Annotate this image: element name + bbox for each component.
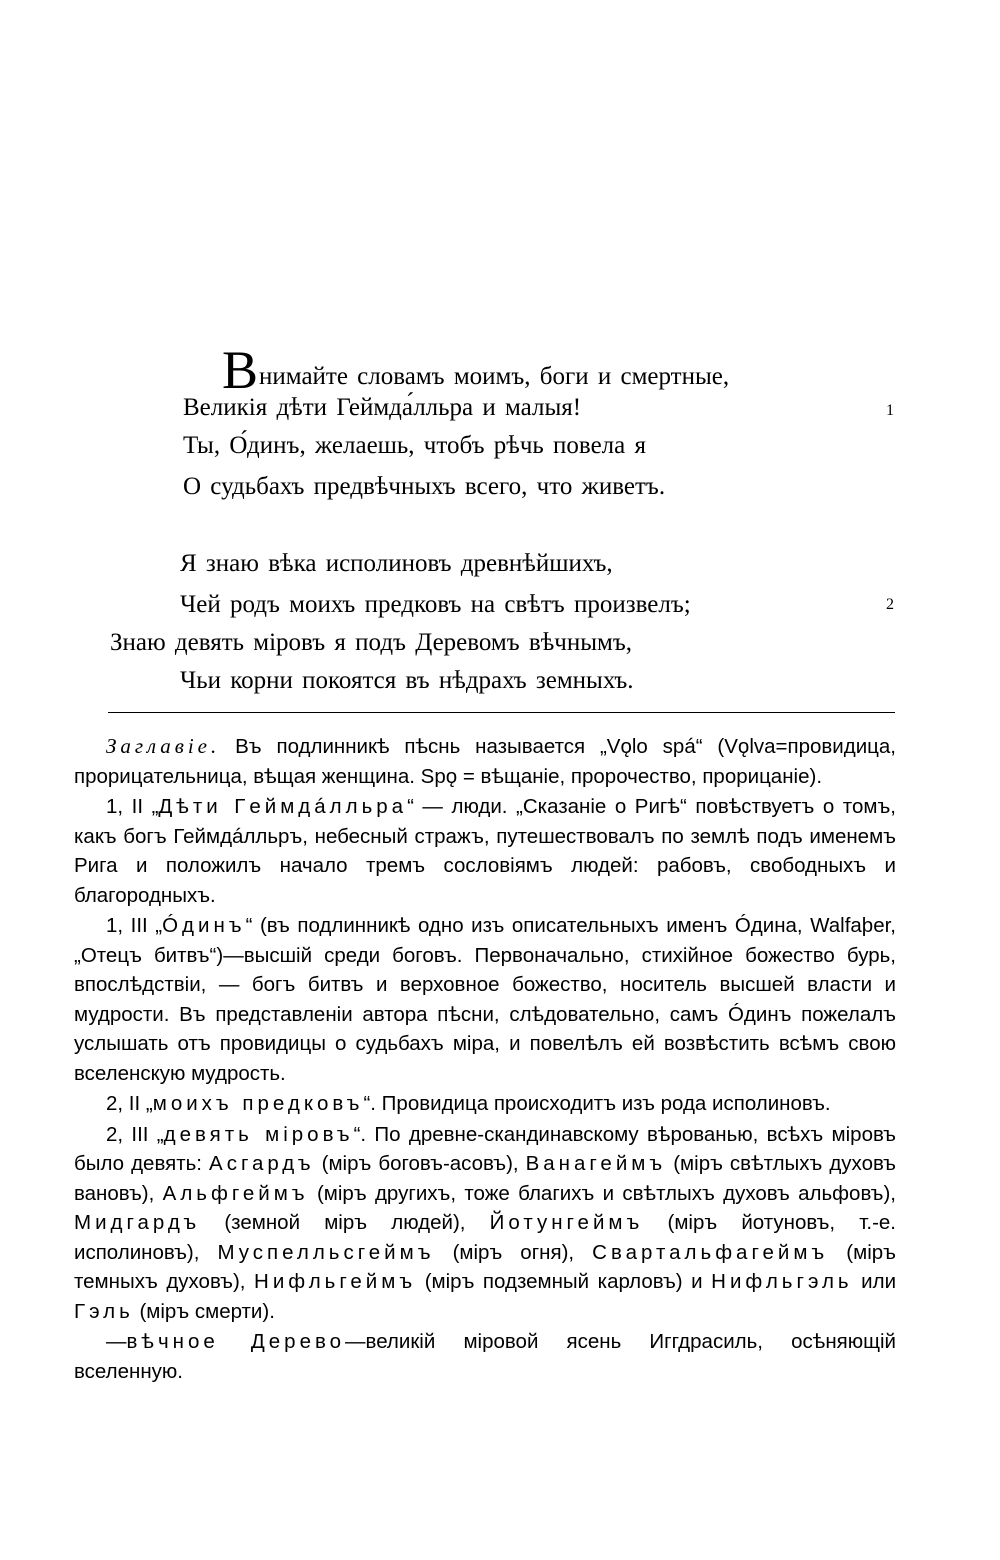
verse-line-1: Внимайте словамъ моимъ, боги и смертные, <box>222 340 730 400</box>
stanza-number: 1 <box>886 402 894 419</box>
world-name: Гэль <box>74 1299 134 1323</box>
world-name: Нифльгэль <box>711 1270 853 1293</box>
verse-line-4: О судьбахъ предвѣчныхъ всего, что живетъ. <box>183 473 666 500</box>
verse-line-8: Чьи корни покоятся въ нѣдрахъ земныхъ. <box>180 667 634 694</box>
world-name: Нифльгеймъ <box>254 1270 417 1293</box>
world-name: Альфгеймъ <box>162 1181 309 1205</box>
note-2-2: 2, II „моихъ предковъ“. Провидица происходитъ изъ рода исполиновъ. <box>106 1092 831 1115</box>
world-name: Асгардъ <box>209 1152 315 1175</box>
verse-line-5: Я знаю вѣка исполиновъ древнѣйшихъ, <box>180 550 613 577</box>
note-term: Дѣти Гeймдáлльра <box>158 795 408 818</box>
world-name: Мидгардъ <box>74 1211 201 1234</box>
drop-cap: В <box>222 340 259 400</box>
verse-line-6: Чей родъ моихъ предковъ на свѣтъ произвелъ; <box>180 591 691 618</box>
note-1-3: 1, III „Óдинъ“ (въ подлинникѣ одно изъ описательныхъ именъ Óдина, Walfaþer, „Отецъ битвъ“)—высшій среди боговъ. Первоначально, стихійное божество бурь, впослѣдствіи, — богъ битвъ и верховное божество, носитель высшей власти и мудрости. Въ представленіи автора пѣсни, слѣдовательно, самъ Óдинъ пожелалъ услышать отъ провидицы о судьбахъ міра, и повелѣлъ ей возвѣстить всѣмъ свою вселенскую мудрость. <box>74 914 897 1085</box>
verse-line-3: Ты, О́динъ, желаешь, чтобъ рѣчь повела я <box>183 432 647 459</box>
commentary <box>74 732 896 1387</box>
footnote-divider <box>108 712 895 713</box>
note-2-3: 2, III „девять міровъ“. По древне-скандинавскому вѣрованью, всѣхъ міровъ было девять: Асгардъ (міръ боговъ-асовъ), Ванагеймъ (міръ свѣтлыхъ духовъ вановъ), Альфгеймъ (міръ другихъ, тоже благихъ и свѣтлыхъ духовъ альфовъ), Мидгардъ (земной міръ людей), Йотунгеймъ (міръ йотуновъ, т.-е. исполиновъ), Муспелльсгеймъ (міръ огня), Свартальфагеймъ (міръ темныхъ духовъ), Нифльгеймъ (міръ подземный карловъ) и Нифльгэль или Гэль (міръ смерти). <box>74 1122 897 1323</box>
note-title: Заглавіе. Въ подлинникѣ пѣснь называется „Vǫlo spá“ (Vǫlva=провидица, прорицательница, вѣщая женщина. Spǫ = вѣщаніе, пророчество, прорицаніе). <box>74 734 896 788</box>
world-name: Свартальфагеймъ <box>592 1240 829 1264</box>
note-lead: Заглавіе. <box>106 734 221 758</box>
world-name: Йотунгеймъ <box>489 1211 644 1234</box>
world-name: Муспелльсгеймъ <box>217 1240 435 1264</box>
note-term: девять міровъ <box>163 1122 354 1146</box>
note-eternal-tree: —вѣчное Дерево—великій міровой ясень Иггдрасиль, осѣняющій вселенную. <box>74 1330 896 1383</box>
stanza-number: 2 <box>886 596 894 613</box>
note-term: вѣчное Дерево <box>126 1330 346 1353</box>
verse-line-2: Великія дѣти Геймда́лльра и малыя! <box>183 394 582 421</box>
world-name: Ванагеймъ <box>525 1152 667 1175</box>
note-term: Óдинъ <box>162 914 246 937</box>
note-1-2: 1, II „Дѣти Гeймдáлльра“ — люди. „Сказаніе о Ригѣ“ повѣствуетъ о томъ, какъ богъ Геймдáлльръ, небесный стражъ, путешествовалъ по землѣ подъ именемъ Рига и положилъ начало тремъ сословіямъ людей: рабовъ, свободныхъ и благородныхъ. <box>74 795 896 907</box>
note-term: моихъ предковъ <box>152 1092 364 1115</box>
verse-line-7: Знаю девять міровъ я подъ Деревомъ вѣчнымъ, <box>110 629 633 656</box>
